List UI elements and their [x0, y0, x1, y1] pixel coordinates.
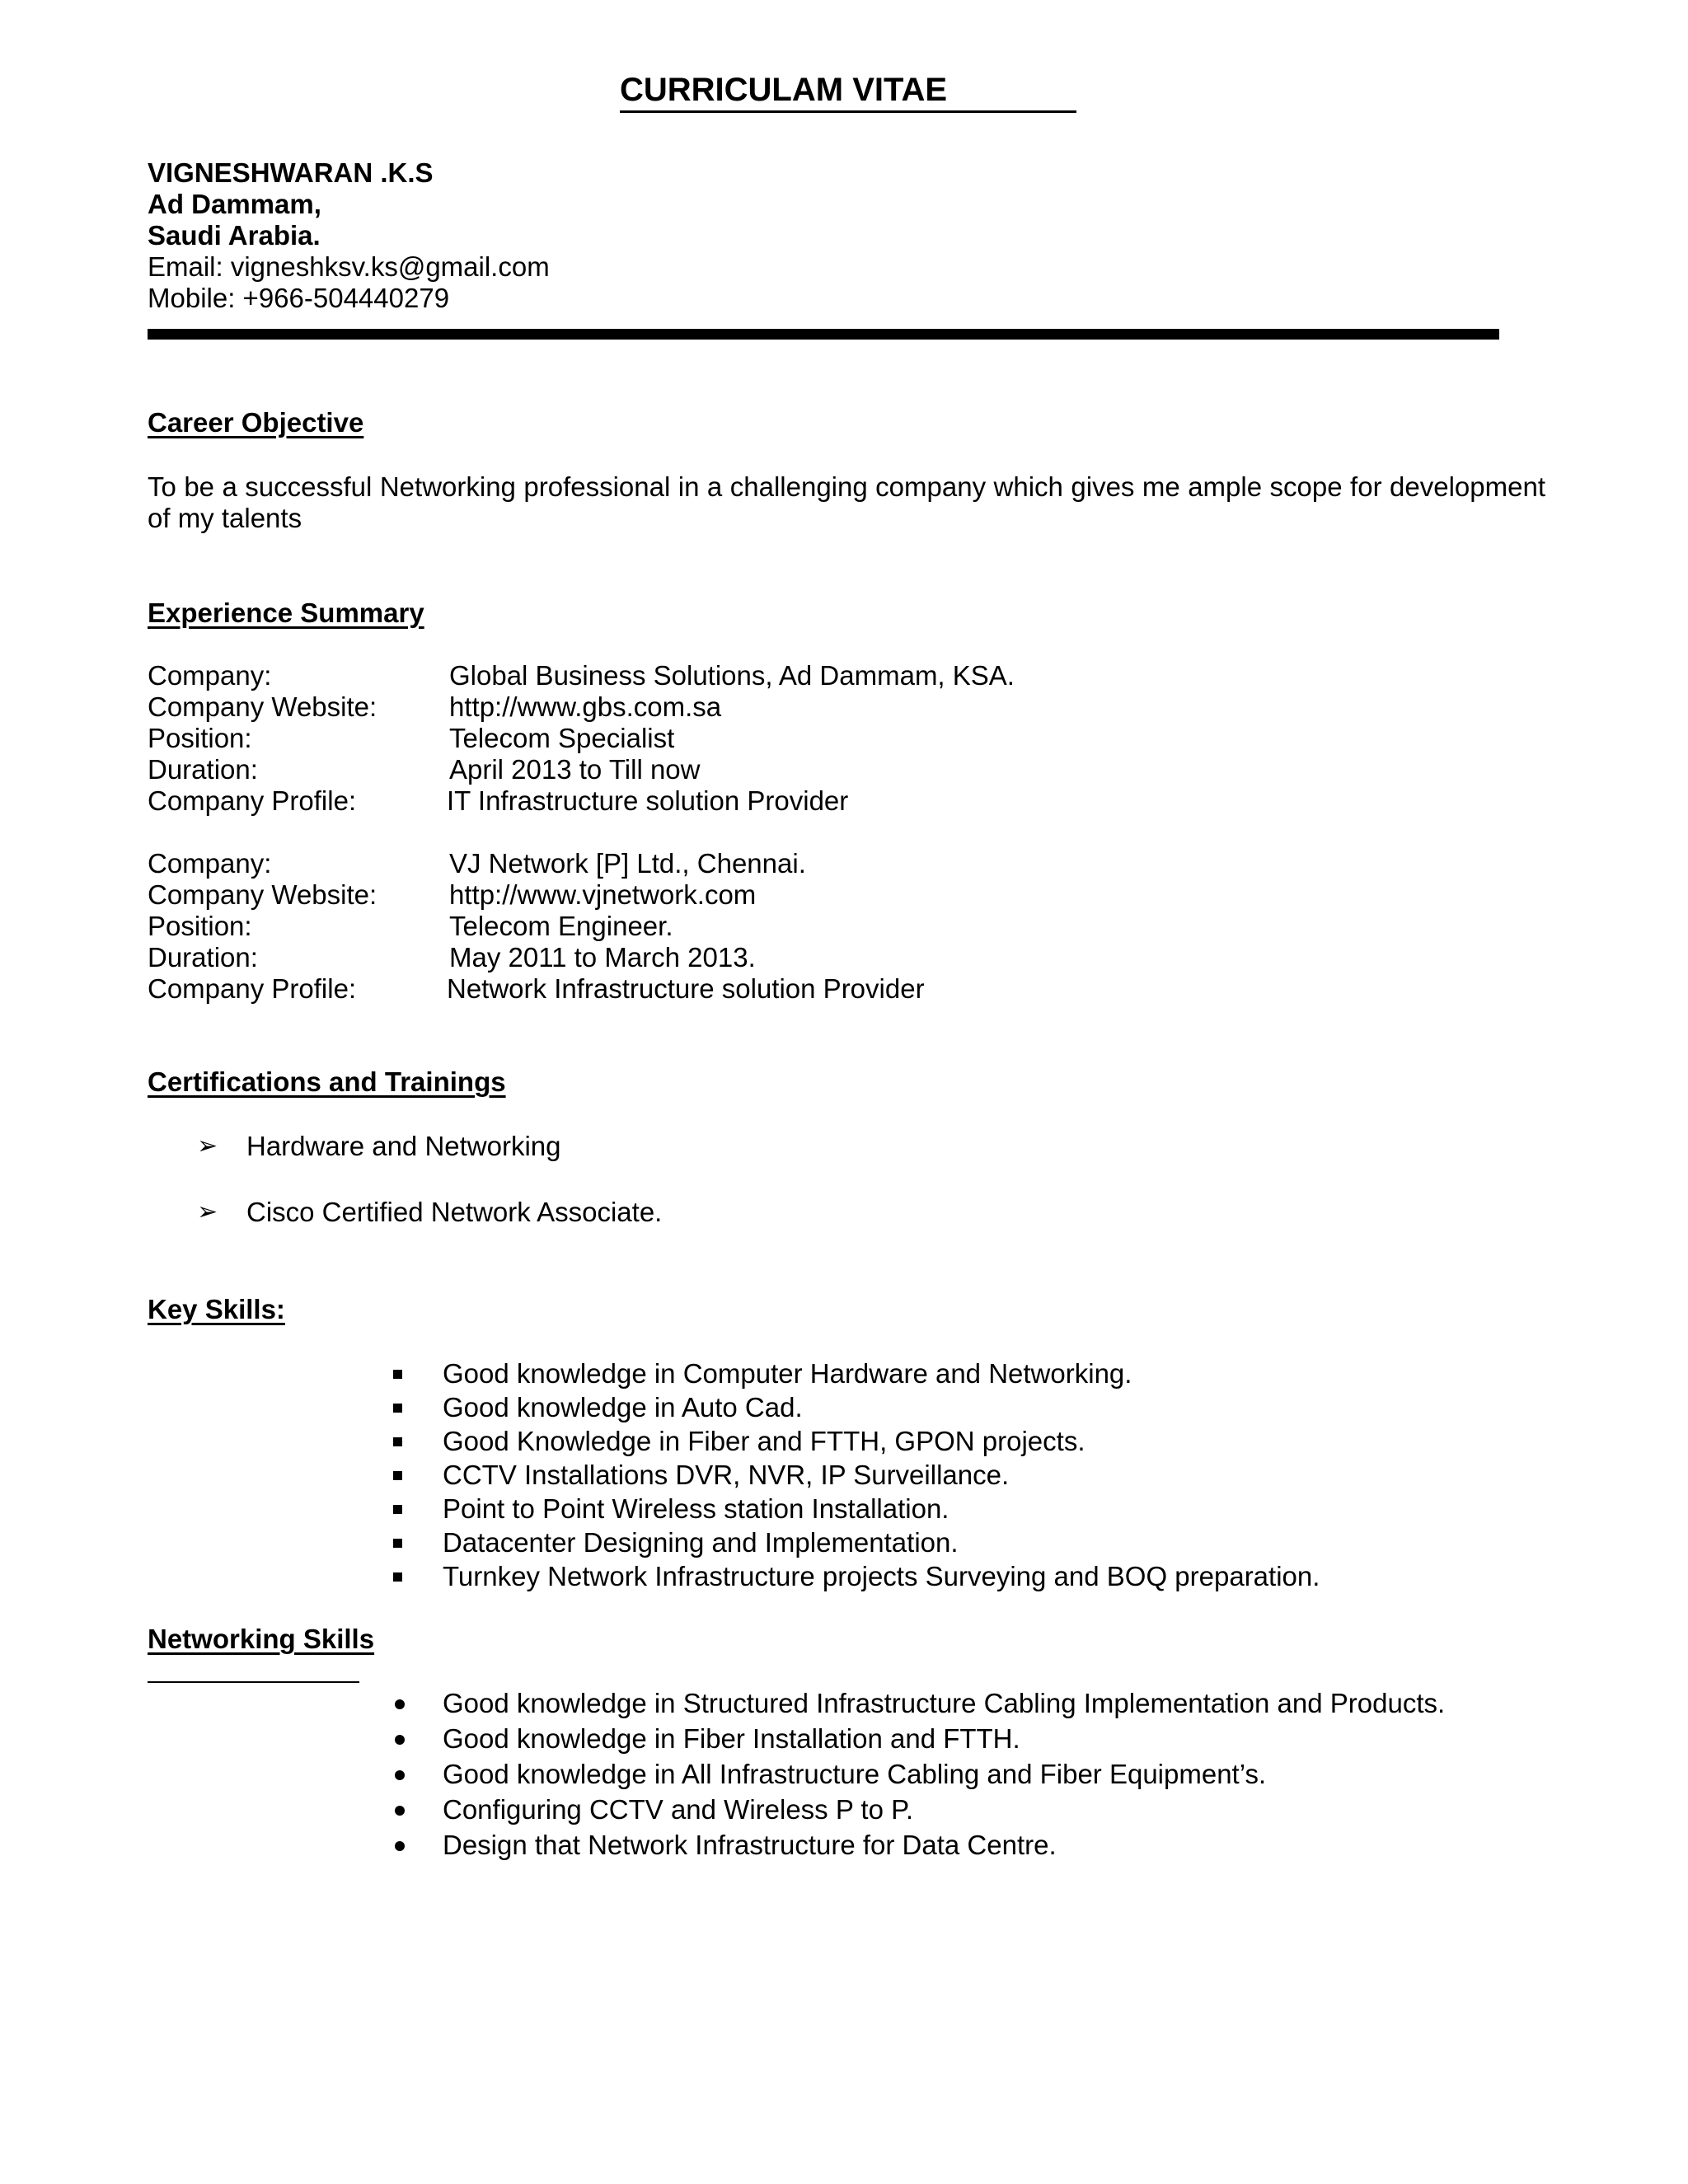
list-item-text: Good knowledge in Computer Hardware and Networking. [443, 1358, 1132, 1389]
list-item-text: Good knowledge in Fiber Installation and FTTH. [443, 1723, 1020, 1754]
experience-row [148, 973, 925, 1005]
list-item-text: Cisco Certified Network Associate. [246, 1197, 663, 1227]
square-bullet-icon [393, 1370, 402, 1379]
field-value: Global Business Solutions, Ad Dammam, KSA. [449, 660, 1015, 691]
list-item [148, 1794, 1445, 1830]
list-item [148, 1460, 1320, 1493]
address-country: Saudi Arabia. [148, 220, 321, 251]
certifications-heading: Certifications and Trainings [148, 1066, 506, 1097]
experience-summary-heading: Experience Summary [148, 598, 424, 628]
arrow-bullet-icon: ➢ [197, 1198, 218, 1226]
field-label: Company: [148, 848, 272, 879]
list-item [148, 1426, 1320, 1460]
field-label: Company Website: [148, 691, 377, 722]
experience-entry [148, 848, 925, 1005]
address-city: Ad Dammam, [148, 189, 321, 219]
field-value: http://www.vjnetwork.com [449, 879, 757, 910]
career-objective-text: To be a successful Networking professional in a challenging company which gives me ample scope for development of my talents [148, 471, 1545, 533]
square-bullet-icon [393, 1471, 402, 1480]
list-item-text: Good knowledge in Structured Infrastructure Cabling Implementation and Products. [443, 1688, 1446, 1718]
round-bullet-icon [395, 1841, 405, 1851]
round-bullet-icon [395, 1699, 405, 1709]
arrow-bullet-icon: ➢ [197, 1132, 218, 1160]
header-divider [148, 329, 1499, 340]
square-bullet-icon [393, 1437, 402, 1446]
document-title: CURRICULAM VITAE [620, 69, 1076, 113]
square-bullet-icon [393, 1404, 402, 1413]
field-label: Company Website: [148, 879, 377, 910]
section-underline [148, 1681, 359, 1683]
square-bullet-icon [393, 1572, 402, 1582]
experience-row [148, 911, 925, 942]
experience-row [148, 723, 1015, 754]
field-label: Position: [148, 723, 252, 753]
experience-row [148, 785, 1015, 817]
key-skills-list [148, 1358, 1320, 1595]
list-item-text: Datacenter Designing and Implementation. [443, 1527, 959, 1558]
email-line: Email: vigneshksv.ks@gmail.com [148, 251, 550, 282]
square-bullet-icon [393, 1505, 402, 1514]
candidate-name: VIGNESHWARAN .K.S [148, 157, 434, 188]
experience-row [148, 879, 925, 911]
list-item [148, 1358, 1320, 1392]
experience-row [148, 848, 925, 879]
field-label: Company: [148, 660, 272, 691]
field-label: Company Profile: [148, 785, 357, 816]
field-value: Telecom Engineer. [449, 911, 673, 941]
key-skills-heading: Key Skills: [148, 1294, 285, 1324]
field-label: Duration: [148, 754, 258, 785]
list-item-text: Turnkey Network Infrastructure projects Surveying and BOQ preparation. [443, 1561, 1320, 1591]
list-item-text: Configuring CCTV and Wireless P to P. [443, 1794, 914, 1825]
certifications-list [148, 1131, 662, 1263]
list-item-text: Hardware and Networking [246, 1131, 561, 1161]
round-bullet-icon [395, 1806, 405, 1816]
list-item [148, 1561, 1320, 1595]
experience-row [148, 942, 925, 973]
square-bullet-icon [393, 1539, 402, 1548]
experience-entry [148, 660, 1015, 817]
list-item [148, 1197, 662, 1263]
list-item-text: Good knowledge in Auto Cad. [443, 1392, 803, 1422]
field-label: Company Profile: [148, 973, 357, 1004]
networking-skills-heading: Networking Skills [148, 1624, 375, 1654]
experience-row [148, 691, 1015, 723]
field-value: IT Infrastructure solution Provider [447, 785, 849, 816]
list-item-text: CCTV Installations DVR, NVR, IP Surveillance. [443, 1460, 1010, 1490]
list-item-text: Good Knowledge in Fiber and FTTH, GPON projects. [443, 1426, 1085, 1456]
round-bullet-icon [395, 1735, 405, 1745]
list-item [148, 1830, 1445, 1865]
field-value: VJ Network [P] Ltd., Chennai. [449, 848, 806, 879]
field-label: Position: [148, 911, 252, 941]
field-value: http://www.gbs.com.sa [449, 691, 722, 722]
list-item-text: Point to Point Wireless station Installation. [443, 1493, 950, 1524]
experience-row [148, 660, 1015, 691]
experience-row [148, 754, 1015, 785]
list-item [148, 1527, 1320, 1561]
career-objective-heading: Career Objective [148, 407, 364, 438]
list-item-text: Design that Network Infrastructure for Data Centre. [443, 1830, 1057, 1860]
contact-header [148, 157, 550, 314]
list-item [148, 1723, 1445, 1759]
round-bullet-icon [395, 1770, 405, 1780]
field-value: Telecom Specialist [449, 723, 675, 753]
field-value: Network Infrastructure solution Provider [447, 973, 925, 1004]
mobile-line: Mobile: +966-504440279 [148, 283, 450, 313]
list-item [148, 1688, 1445, 1723]
networking-skills-list [148, 1688, 1445, 1865]
field-label: Duration: [148, 942, 258, 972]
field-value: May 2011 to March 2013. [449, 942, 756, 972]
list-item-text: Good knowledge in All Infrastructure Cabling and Fiber Equipment’s. [443, 1759, 1267, 1789]
list-item [148, 1392, 1320, 1426]
list-item [148, 1493, 1320, 1527]
list-item [148, 1131, 662, 1197]
field-value: April 2013 to Till now [449, 754, 701, 785]
list-item [148, 1759, 1445, 1794]
